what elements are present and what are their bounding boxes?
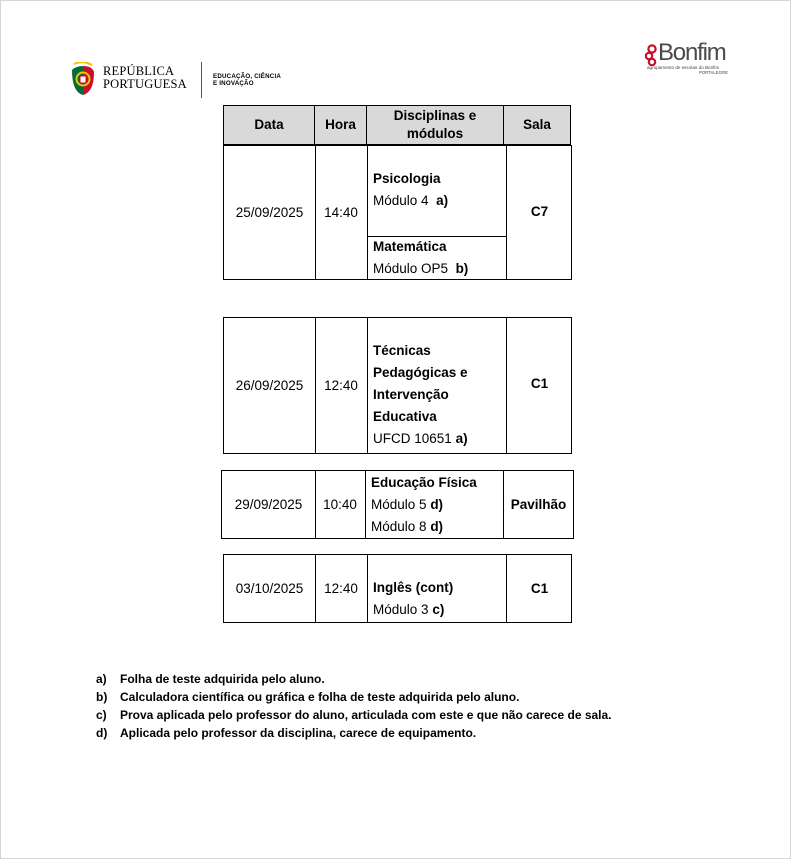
subject-module xyxy=(371,494,477,516)
bonfim-school-logo xyxy=(641,39,733,78)
footnote-text: Calculadora científica ou gráfica e folha de teste adquirida pelo aluno. xyxy=(120,690,520,704)
row-date: 25/09/2025 xyxy=(224,146,316,279)
table-row xyxy=(221,470,574,539)
note-ref: a) xyxy=(455,431,468,446)
row-time: 12:40 xyxy=(315,555,368,622)
republica-portuguesa-logo xyxy=(70,62,310,100)
footnote xyxy=(96,670,612,688)
subject-name-line: Educativa xyxy=(373,409,437,424)
row-room: C7 xyxy=(506,146,572,279)
logo-divider xyxy=(201,62,202,98)
school-city: PORTALEGRE xyxy=(699,70,728,75)
subject-entry xyxy=(373,236,468,280)
footnote xyxy=(96,706,612,724)
subject-name-line: Intervenção xyxy=(373,387,449,402)
row-time: 14:40 xyxy=(315,146,368,279)
subject-module xyxy=(373,428,468,450)
module-label: Módulo OP5 xyxy=(373,261,449,276)
subject-module xyxy=(373,599,453,621)
footnote-text: Aplicada pelo professor da disciplina, carece de equipamento. xyxy=(120,726,477,740)
table-row xyxy=(223,554,572,623)
row-date: 26/09/2025 xyxy=(224,318,316,453)
subject-name: Educação Física xyxy=(371,475,477,490)
table-row xyxy=(223,145,572,280)
subject-name-line: Pedagógicas e xyxy=(373,365,468,380)
ministry-name: EDUCAÇÃO, CIÊNCIA E INOVAÇÃO xyxy=(213,73,282,87)
footnote xyxy=(96,724,612,742)
subject-entry xyxy=(371,472,477,538)
module-label: UFCD 10651 xyxy=(373,431,452,446)
footnotes xyxy=(96,670,612,742)
school-subtitle: agrupamento de escolas do Bonfim xyxy=(647,65,720,70)
row-subjects xyxy=(365,471,504,538)
header-subjects: Disciplinas e módulos xyxy=(366,105,504,145)
subject-name: Inglês (cont) xyxy=(373,580,454,595)
gov-name-line2: PORTUGUESA xyxy=(103,77,187,91)
subject-name: Psicologia xyxy=(373,171,441,186)
row-room: Pavilhão xyxy=(510,497,567,512)
row-room: C1 xyxy=(506,318,572,453)
note-ref: b) xyxy=(455,261,469,276)
header-room: Sala xyxy=(503,105,571,145)
school-name: Bonfim xyxy=(658,39,726,66)
subject-name-line: Técnicas xyxy=(373,343,431,358)
note-ref: a) xyxy=(436,193,449,208)
subject-module xyxy=(371,516,477,538)
gov-name-line1: REPÚBLICA xyxy=(103,64,175,78)
gov-name xyxy=(103,65,187,91)
row-date: 03/10/2025 xyxy=(224,555,316,622)
module-label: Módulo 8 xyxy=(371,519,427,534)
subject-entry xyxy=(373,168,448,212)
note-ref: d) xyxy=(430,497,444,512)
footnote-key: d) xyxy=(96,726,108,740)
module-label: Módulo 4 xyxy=(373,193,429,208)
footnote-text: Folha de teste adquirida pelo aluno. xyxy=(120,672,325,686)
footnote-key: c) xyxy=(96,708,107,722)
subject-module xyxy=(373,190,448,212)
footnote-key: a) xyxy=(96,672,107,686)
row-time: 10:40 xyxy=(315,471,366,538)
subject-name: Matemática xyxy=(373,239,447,254)
note-ref: d) xyxy=(430,519,444,534)
table-row xyxy=(223,317,572,454)
subject-entry xyxy=(373,577,453,621)
portugal-emblem-icon xyxy=(70,62,96,96)
row-subjects xyxy=(367,555,507,622)
footnote-text: Prova aplicada pelo professor do aluno, articulada com este e que não carece de sala. xyxy=(120,708,612,722)
header-date: Data xyxy=(223,105,315,145)
subject-entry xyxy=(373,340,468,450)
subject-module xyxy=(373,258,468,280)
note-ref: c) xyxy=(432,602,445,617)
row-time: 12:40 xyxy=(315,318,368,453)
school-mark-icon xyxy=(645,44,659,66)
row-subjects xyxy=(367,146,507,279)
row-subjects xyxy=(367,318,507,453)
footnote xyxy=(96,688,612,706)
row-room: C1 xyxy=(506,555,572,622)
row-date: 29/09/2025 xyxy=(222,471,316,538)
module-label: Módulo 3 xyxy=(373,602,429,617)
header-time: Hora xyxy=(314,105,367,145)
module-label: Módulo 5 xyxy=(371,497,427,512)
footnote-key: b) xyxy=(96,690,108,704)
